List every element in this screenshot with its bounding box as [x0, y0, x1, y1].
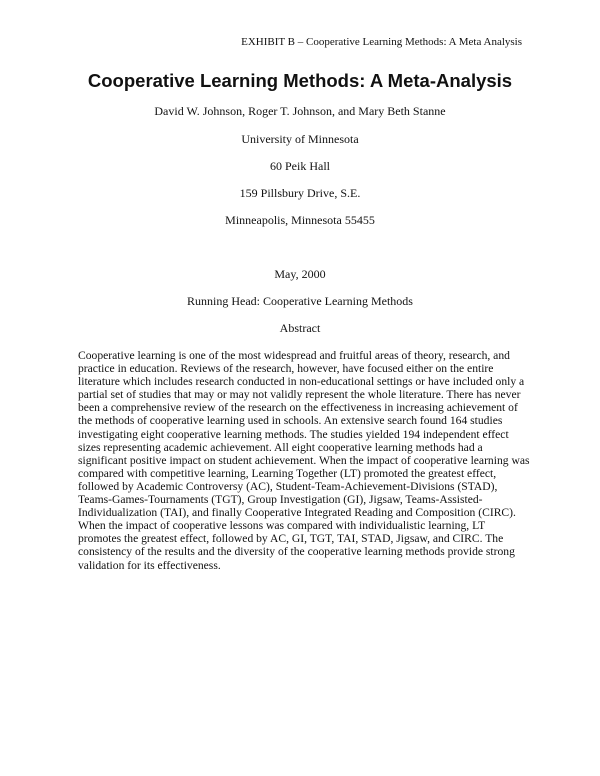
- authors: David W. Johnson, Roger T. Johnson, and Mary Beth Stanne: [154, 104, 446, 118]
- running-head: Running Head: Cooperative Learning Methods: [187, 294, 413, 308]
- exhibit-header: EXHIBIT B – Cooperative Learning Methods: A Meta Analysis: [241, 36, 522, 48]
- publication-date: May, 2000: [274, 267, 326, 281]
- address-line-1: 60 Peik Hall: [270, 159, 330, 173]
- address-line-3: Minneapolis, Minnesota 55455: [225, 213, 375, 227]
- paper-title: Cooperative Learning Methods: A Meta-Analysis: [87, 70, 513, 91]
- address-line-2: 159 Pillsbury Drive, S.E.: [239, 186, 361, 200]
- abstract-text: Cooperative learning is one of the most widespread and fruitful areas of theory, research, and practice in education. Reviews of the research, however, have focused either on the entire literature which includes research conducted in non-educational settings or have included only a partial set of studies that may or may not validly represent the whole literature. There has never been a comprehensive review of the research on the effectiveness in increasing achievement of the methods of cooperative learning used in schools. An extensive search found 164 studies investigating eight cooperative learning methods. The studies yielded 194 independent effect sizes representing academic achievement. All eight cooperative learning methods had a significant positive impact on student achievement. When the impact of cooperative learning was compared with competitive learning, Learning Together (LT) promoted the greatest effect, followed by Academic Controversy (AC), Student-Team-Achievement-Divisions (STAD), Teams-Games-Tournaments (TGT), Group Investigation (GI), Jigsaw, Teams-Assisted-Individualization (TAI), and finally Cooperative Integrated Reading and Composition (CIRC). When the impact of cooperative lessons was compared with individualistic learning, LT promotes the greatest effect, followed by AC, GI, TGT, TAI, STAD, Jigsaw, and CIRC. The consistency of the results and the diversity of the cooperative learning methods provide strong validation for its effectiveness.: [78, 349, 530, 572]
- institution: University of Minnesota: [241, 132, 359, 146]
- abstract-heading: Abstract: [279, 321, 321, 335]
